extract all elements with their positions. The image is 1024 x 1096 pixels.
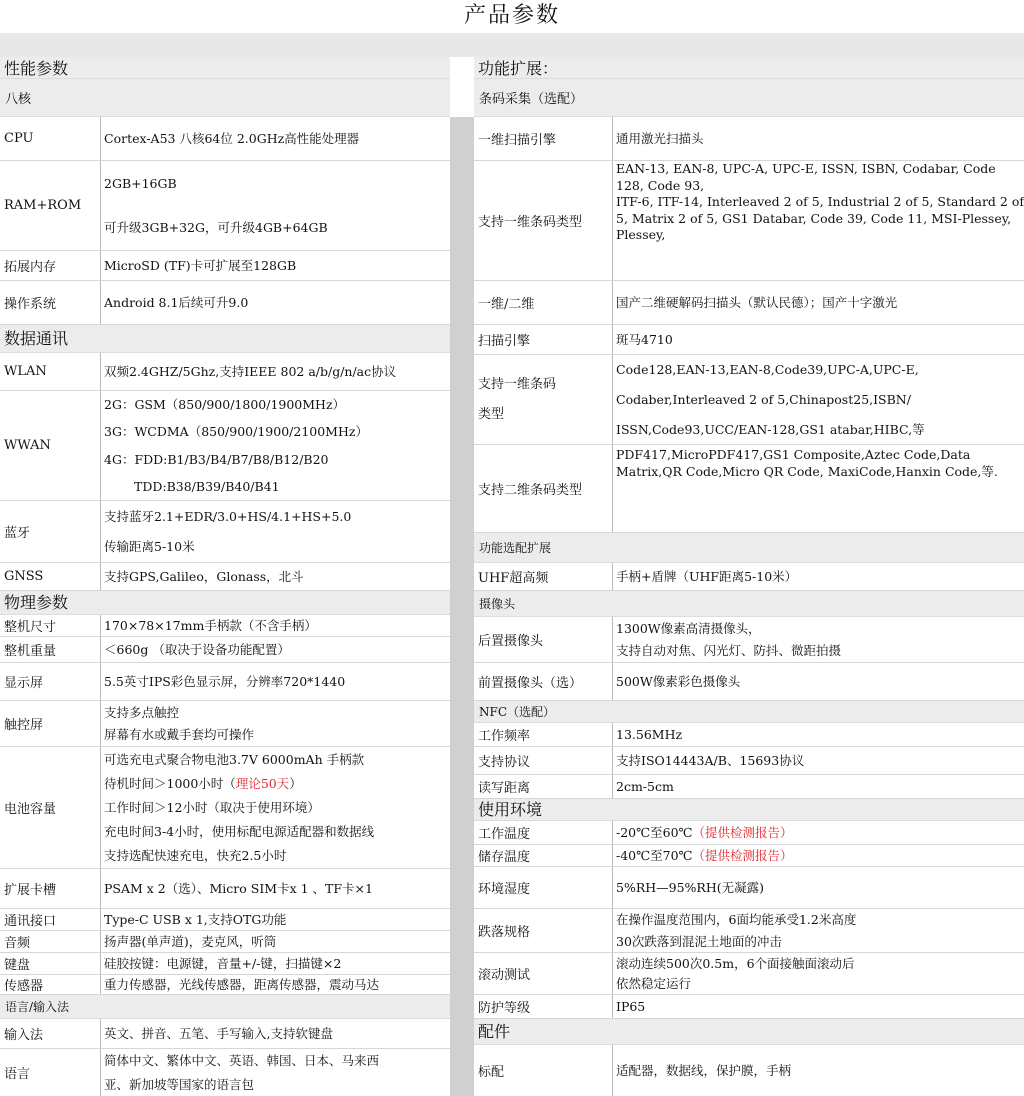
spec-label: 标配 — [478, 1065, 505, 1080]
spec-label: 拓展内存 — [4, 260, 57, 275]
spec-row-nfc-frequency — [474, 723, 1024, 747]
spec-label: 环境湿度 — [478, 882, 531, 897]
spec-label: 电池容量 — [4, 802, 57, 817]
spec-value: 支持ISO14443A/B、15693协议 — [612, 747, 1024, 774]
column-divider — [450, 117, 474, 1096]
spec-label: 一维扫描引擎 — [478, 133, 557, 148]
spec-value: 双频2.4GHZ/5Ghz,支持IEEE 802 a/b/g/n/ac协议 — [100, 353, 450, 390]
spec-row-touch — [0, 701, 450, 747]
spec-label: 跌落规格 — [478, 925, 531, 940]
spec-label: 一维/二维 — [478, 297, 535, 312]
spec-label: 滚动测试 — [478, 968, 531, 983]
spec-value: 500W像素彩色摄像头 — [612, 663, 1024, 700]
spec-value: 5.5英寸IPS彩色显示屏，分辨率720*1440 — [100, 663, 450, 700]
spec-row-wwan — [0, 391, 450, 501]
spec-label: 支持二维条码类型 — [478, 483, 583, 498]
spec-label: 音频 — [4, 936, 31, 951]
spec-value: 5%RH—95%RH(无凝露) — [612, 867, 1024, 908]
spec-label: CPU — [4, 131, 34, 146]
function-column — [474, 57, 1024, 1096]
spec-value: PDF417,MicroPDF417,GS1 Composite,Aztec Code,Data Matrix,QR Code,Micro QR Code, MaxiCode,Hanxin Code,等. — [612, 445, 1024, 532]
spec-value: 滚动连续500次0.5m，6个面接触面滚动后 依然稳定运行 — [612, 953, 1024, 994]
spec-label: WLAN — [4, 364, 47, 379]
spec-row-audio — [0, 931, 450, 953]
spec-row-bluetooth — [0, 501, 450, 563]
spec-value: ＜660g （取决于设备功能配置） — [100, 637, 450, 662]
spec-label: 储存温度 — [478, 850, 531, 865]
spec-value: 斑马4710 — [612, 325, 1024, 354]
spec-value: 手柄+盾牌（UHF距离5-10米） — [612, 563, 1024, 590]
spec-label: RAM+ROM — [4, 198, 82, 213]
spec-row-gnss — [0, 563, 450, 591]
spec-row-os — [0, 281, 450, 325]
spec-label: 扫描引擎 — [478, 334, 531, 349]
spec-label: WWAN — [4, 438, 51, 453]
spec-value: EAN-13, EAN-8, UPC-A, UPC-E, ISSN, ISBN, Codabar, Code 128, Code 93, ITF-6, ITF-14, Interleaved 2 of 5, Industrial 2 of 5, Standard 2 of 5, Matrix 2 of 5, GS1 Databar, Code 39, Code 11, MSI-Plessey, Plessey, — [612, 161, 1024, 280]
section-nfc: NFC（选配） — [474, 701, 1024, 723]
spec-value: 1300W像素高清摄像头， 支持自动对焦、闪光灯、防抖、微距拍摄 — [612, 617, 1024, 662]
spec-value: 2GB+16GB 可升级3GB+32G，可升级4GB+64GB — [100, 161, 450, 250]
spec-value: Android 8.1后续可升9.0 — [100, 281, 450, 324]
spec-label: 蓝牙 — [4, 526, 31, 541]
spec-label: 传感器 — [4, 979, 44, 994]
section-octa: 八核 — [0, 79, 450, 117]
spec-label: UHF超高频 — [478, 571, 549, 586]
spec-row-drop — [474, 909, 1024, 953]
spec-label: 整机尺寸 — [4, 620, 57, 635]
spec-label: 输入法 — [4, 1028, 44, 1043]
spec-value: 可选充电式聚合物电池3.7V 6000mAh 手柄款 待机时间＞1000小时（理论50天） 工作时间＞12小时（取决于使用环境） 充电时间3-4小时，使用标配电源适配器和数据线 支持选配快速充电，快充2.5小时 — [100, 747, 450, 868]
spec-label: 通讯接口 — [4, 914, 57, 929]
spec-row-humidity — [474, 867, 1024, 909]
spec-value: 支持蓝牙2.1+EDR/3.0+HS/4.1+HS+5.0 传输距离5-10米 — [100, 501, 450, 562]
spec-row-tumble — [474, 953, 1024, 995]
spec-row-ip — [474, 995, 1024, 1019]
spec-value: -40℃至70℃（提供检测报告） — [612, 845, 1024, 866]
spec-label: 触控屏 — [4, 718, 44, 733]
spec-value: 在操作温度范围内，6面均能承受1.2米高度 30次跌落到混泥土地面的冲击 — [612, 909, 1024, 952]
spec-row-types1d — [474, 161, 1024, 281]
spec-row-sensors — [0, 975, 450, 995]
spec-label: 操作系统 — [4, 297, 57, 312]
spec-value: 英文、拼音、五笔、手写输入,支持软键盘 — [100, 1019, 450, 1048]
spec-value: -20℃至60℃（提供检测报告） — [612, 821, 1024, 844]
spec-value: IP65 — [612, 995, 1024, 1018]
spec-value: 重力传感器，光线传感器，距离传感器，震动马达 — [100, 975, 450, 994]
spec-value: Cortex-A53 八核64位 2.0GHz高性能处理器 — [100, 117, 450, 160]
spec-value: Type-C USB x 1,支持OTG功能 — [100, 909, 450, 930]
spec-row-ram — [0, 161, 450, 251]
spec-value: 扬声器(单声道)，麦克风，听筒 — [100, 931, 450, 952]
section-accessories: 配件 — [474, 1019, 1024, 1045]
spec-label: 支持一维条码 类型 — [478, 376, 557, 422]
spec-row-ext-mem — [0, 251, 450, 281]
spec-row-front-camera — [474, 663, 1024, 701]
section-function: 功能扩展： — [474, 57, 1024, 79]
spec-label: 工作温度 — [478, 827, 531, 842]
spec-row-engine — [474, 325, 1024, 355]
spec-row-language — [0, 1049, 450, 1096]
spec-value: Code128,EAN-13,EAN-8,Code39,UPC-A,UPC-E, Codaber,Interleaved 2 of 5,Chinapost25,ISBN/ ISSN,Code93,UCC/EAN-128,GS1 atabar,HIBC,等 — [612, 355, 1024, 444]
section-func-options: 功能选配扩展 — [474, 533, 1024, 563]
section-camera: 摄像头 — [474, 591, 1024, 617]
section-language: 语言/输入法 — [0, 995, 450, 1019]
spec-label: 语言 — [4, 1067, 31, 1082]
spec-value: 支持GPS,Galileo，Glonass，北斗 — [100, 563, 450, 590]
spec-row-nfc-range — [474, 775, 1024, 799]
spec-row-rear-camera — [474, 617, 1024, 663]
section-physical: 物理参数 — [0, 591, 450, 615]
spec-row-op-temp — [474, 821, 1024, 845]
spec-row-port — [0, 909, 450, 931]
spec-label: GNSS — [4, 569, 44, 584]
spec-label: 支持一维条码类型 — [478, 215, 583, 230]
spec-row-types2d — [474, 445, 1024, 533]
spec-value: 2G：GSM（850/900/1800/1900MHz） 3G：WCDMA（850/900/1900/2100MHz） 4G：FDD:B1/B3/B4/B7/B8/B12/B20 TDD:B38/B39/B40/B41 — [100, 391, 450, 500]
section-performance: 性能参数 — [0, 57, 450, 79]
spec-row-keys — [0, 953, 450, 975]
spec-label: 防护等级 — [478, 1001, 531, 1016]
spec-row-wlan — [0, 353, 450, 391]
spec-value: 支持多点触控 屏幕有水或戴手套均可操作 — [100, 701, 450, 746]
spec-label: 扩展卡槽 — [4, 883, 57, 898]
spec-value: 通用激光扫描头 — [612, 117, 1024, 160]
page-title: 产品参数 — [463, 3, 560, 28]
spec-label: 支持协议 — [478, 755, 531, 770]
spec-value: 2cm-5cm — [612, 775, 1024, 798]
spec-label: 显示屏 — [4, 676, 44, 691]
spec-row-battery — [0, 747, 450, 869]
spec-row-slots — [0, 869, 450, 909]
spec-value: 13.56MHz — [612, 723, 1024, 746]
section-data-comm: 数据通讯 — [0, 325, 450, 353]
spec-row-standard — [474, 1045, 1024, 1096]
spec-value: 硅胶按键：电源键，音量+/-键，扫描键×2 — [100, 953, 450, 974]
section-environment: 使用环境 — [474, 799, 1024, 821]
spec-value: MicroSD (TF)卡可扩展至128GB — [100, 251, 450, 280]
report-note: （提供检测报告） — [692, 825, 793, 840]
spec-row-display — [0, 663, 450, 701]
spec-row-size — [0, 615, 450, 637]
spec-label: 读写距离 — [478, 781, 531, 796]
report-note: （提供检测报告） — [692, 848, 793, 863]
spec-value: 适配器，数据线，保护膜，手柄 — [612, 1045, 1024, 1096]
spec-row-cpu — [0, 117, 450, 161]
spec-value: 170×78×17mm手柄款（不含手柄） — [100, 615, 450, 636]
spec-value: 简体中文、繁体中文、英语、韩国、日本、马来西 亚、新加坡等国家的语言包 — [100, 1049, 450, 1096]
spec-row-one-two — [474, 281, 1024, 325]
spec-label: 后置摄像头 — [478, 634, 544, 649]
section-barcode: 条码采集（选配） — [474, 79, 1024, 117]
spec-label: 整机重量 — [4, 644, 57, 659]
spec-row-input — [0, 1019, 450, 1049]
spec-row-nfc-protocol — [474, 747, 1024, 775]
spec-row-weight — [0, 637, 450, 663]
spec-row-uhf — [474, 563, 1024, 591]
highlight-note: 理论50天 — [235, 775, 290, 791]
spec-row-storage-temp — [474, 845, 1024, 867]
spec-label: 工作频率 — [478, 729, 531, 744]
spec-row-types1d-b — [474, 355, 1024, 445]
header-band — [0, 33, 1024, 57]
spec-value: PSAM x 2（选）、Micro SIM卡x 1 、TF卡×1 — [100, 869, 450, 908]
spec-label: 键盘 — [4, 958, 31, 973]
performance-column — [0, 57, 450, 1096]
spec-row-scan1d — [474, 117, 1024, 161]
spec-value: 国产二维硬解码扫描头（默认民德）；国产十字激光 — [612, 281, 1024, 324]
spec-label: 前置摄像头（选） — [478, 676, 583, 691]
